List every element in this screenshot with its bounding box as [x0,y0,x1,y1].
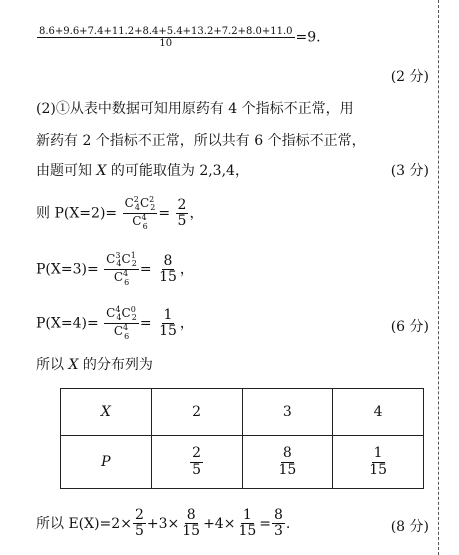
prob-x-2-value: $\frac{2}{5}$ [177,196,187,230]
prob-x-2-lhs: P(X=2)= [54,205,118,222]
mean-numerator: 8.6+9.6+7.4+11.2+8.4+5.4+13.2+7.2+8.0+11.0 [39,26,293,37]
prob-x-2: 则 P(X=2)= $\frac{C^2_4C^2_2}{C^4_6}$ = $\frac{2}{5}$ ， [36,195,204,231]
score-6: (6 分) [390,319,429,335]
para2-line-b: 新药有 2 个指标不正常，所以共有 6 个指标不正常， [36,133,366,149]
para2-line-c-pre: 由题可知 [36,163,97,179]
variable-x: X [68,357,79,373]
table-cell: 4 [333,389,424,436]
combination-fraction-3: $\frac{C^4_4C^0_2}{C^4_6}$ [106,305,137,341]
distribution-table [60,388,424,489]
para2-line-c [36,160,249,180]
distribution-intro: 所以 X 的分布列为 [36,357,153,373]
table-cell: $\frac{2}{5}$ [151,436,242,489]
table-cell: $\frac{1}{15}$ [333,436,424,489]
table-cell: 2 [151,389,242,436]
table-row [61,436,424,489]
prob-x-4-value: $\frac{1}{15}$ [159,306,177,340]
prob-x-3-value: $\frac{8}{15}$ [159,252,177,286]
para2-line-c-post: 的可能取值为 2,3,4， [106,163,249,179]
combination-fraction-2: $\frac{C^3_4C^1_2}{C^4_6}$ [106,251,137,287]
prob-x-3-lhs: P(X=3)= [36,261,99,278]
table-cell: 3 [242,389,333,436]
table-header-x: X [61,389,152,436]
score-3: (3 分) [390,163,429,179]
dashed-margin-line [438,0,439,555]
table-row [61,389,424,436]
mean-denominator: 10 [159,38,173,49]
prob-x-3: P(X=3)= $\frac{C^3_4C^1_2}{C^4_6}$ = $\frac{8}{15}$ ， [36,251,194,287]
prob-x-2-prefix: 则 [36,205,55,222]
expectation-line: 所以 E(X)=2× $\frac{2}{5}$ +3× $\frac{8}{15}$ +4× $\frac{1}{15}$ = $\frac{8}{3}$ . [36,507,291,540]
mean-calculation [36,26,321,49]
score-8: (8 分) [390,519,429,535]
table-header-p: P [61,436,152,489]
variable-x: X [96,163,107,179]
prob-x-4: P(X=4)= $\frac{C^4_4C^0_2}{C^4_6}$ = $\frac{1}{15}$ ， [36,305,194,341]
mean-fraction [37,26,295,49]
score-2: (2 分) [390,69,429,85]
prob-x-4-lhs: P(X=4)= [36,315,99,332]
mean-result: =9. [295,29,321,46]
combination-fraction-1: $\frac{C^2_4C^2_2}{C^4_6}$ [124,195,156,231]
table-cell: $\frac{8}{15}$ [242,436,333,489]
para2-line-a: (2)①从表中数据可知用原药有 4 个指标不正常，用 [36,101,354,117]
